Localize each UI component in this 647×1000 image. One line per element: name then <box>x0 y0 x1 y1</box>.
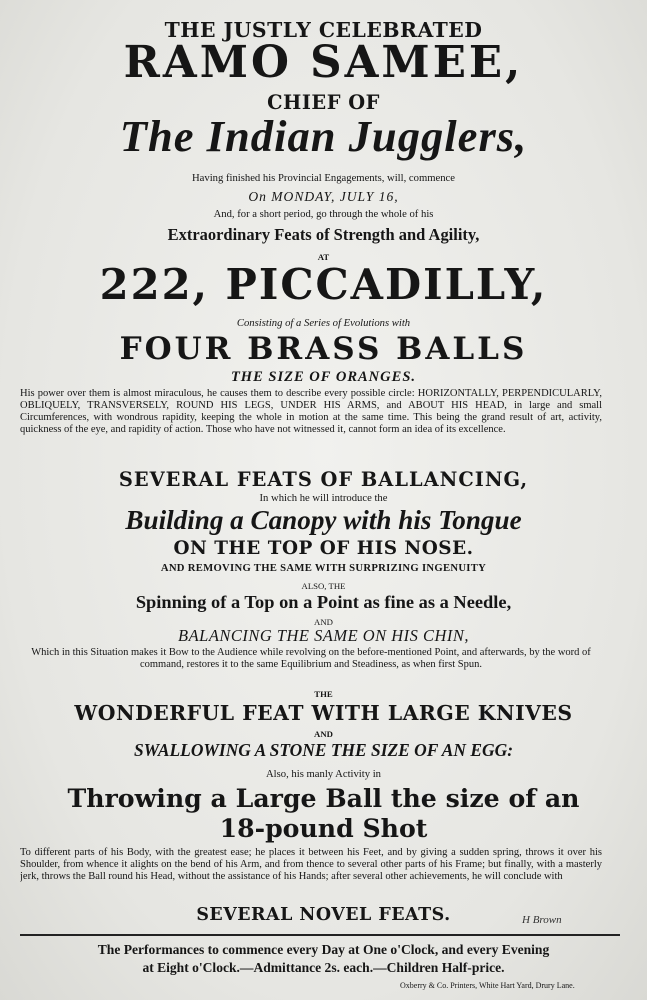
balancing-chin: BALANCING THE SAME ON HIS CHIN, <box>178 626 469 645</box>
headline-indian-jugglers: The Indian Jugglers, <box>119 111 528 161</box>
and-label-1: AND <box>314 617 333 627</box>
printer-imprint: Oxberry & Co. Printers, White Hart Yard, Drury Lane. <box>400 981 575 990</box>
canopy-line: Building a Canopy with his Tongue <box>125 505 522 535</box>
four-brass-balls: FOUR BRASS BALLS <box>119 331 528 367</box>
and-label-2: AND <box>314 729 333 739</box>
address-piccadilly: 222, PICCADILLY, <box>99 260 548 309</box>
balls-description: His power over them is almost miraculous, he causes them to describe every possible circle: HORIZONTALLY, PERPENDICULARLY, OBLIQUELY, TRANSVERSELY, ROUND HIS LEGS, UNDER HIS ARMS, and ABOUT HIS HEAD, in large and small Circumferences, with wondrous rapidity, keeping the whole in motion at the same time. This being the grand result of art, activity, quickness of the eye, and rapidity of action. Those who have not witnessed it, cannot form an idea of its excellence. <box>20 388 602 435</box>
date-line: On MONDAY, JULY 16, <box>248 189 399 204</box>
footer-divider <box>20 934 620 936</box>
the-label: THE <box>314 689 333 699</box>
size-of-oranges: THE SIZE OF ORANGES. <box>230 369 417 385</box>
top-of-nose: ON THE TOP OF HIS NOSE. <box>173 538 474 559</box>
novel-feats: SEVERAL NOVEL FEATS. <box>196 905 451 925</box>
manly-activity: Also, his manly Activity in <box>266 769 381 780</box>
also-the: ALSO, THE <box>301 581 346 591</box>
performances-line: The Performances to commence every Day at One o'Clock, and every Evening <box>97 942 550 957</box>
ball-description: To different parts of his Body, with the greatest ease; he places it between his Feet, and by giving a sudden spring, throws it over his Shoulder, from whence it alights on the bend of his Arm, and from thence to several other parts of his Frame; but finally, with a masterly jerk, throws the Ball round his Head, without the assistance of his Hands; after several other achievements, he will conclude with <box>20 847 602 882</box>
chin-description: Which in this Situation makes it Bow to the Audience while revolving on the before-mentioned Point, and afterwards, by the word of command, restores it to the same Equilibrium and Steadiness, as when first Spun. <box>31 647 591 670</box>
introduce-line: In which he will introduce the <box>259 493 388 504</box>
removing-line: AND REMOVING THE SAME WITH SURPRIZING INGENUITY <box>160 563 487 574</box>
headline-ramo-samee: RAMO SAMEE, <box>123 37 524 88</box>
at-label: AT <box>317 252 330 262</box>
swallowing-stone: SWALLOWING A STONE THE SIZE OF AN EGG: <box>133 740 514 760</box>
provincial-line: Having finished his Provincial Engagements, will, commence <box>191 173 455 184</box>
headline-chief-of: CHIEF OF <box>267 91 380 114</box>
short-period-line: And, for a short period, go through the whole of his <box>213 209 434 220</box>
extraordinary-feats: Extraordinary Feats of Strength and Agility, <box>167 225 480 244</box>
feats-of-ballancing: SEVERAL FEATS OF BALLANCING, <box>118 468 529 491</box>
large-knives: WONDERFUL FEAT WITH LARGE KNIVES <box>74 701 573 725</box>
admittance-line: at Eight o'Clock.—Admittance 2s. each.—Children Half-price. <box>142 960 505 975</box>
handwritten-signature: H Brown <box>522 914 562 926</box>
pound-shot: 18-pound Shot <box>219 813 428 843</box>
spinning-top: Spinning of a Top on a Point as fine as a Needle, <box>135 592 512 612</box>
evolutions-line: Consisting of a Series of Evolutions with <box>236 318 411 329</box>
throwing-ball: Throwing a Large Ball the size of an <box>67 783 580 813</box>
headline-justly-celebrated: THE JUSTLY CELEBRATED <box>164 18 483 42</box>
